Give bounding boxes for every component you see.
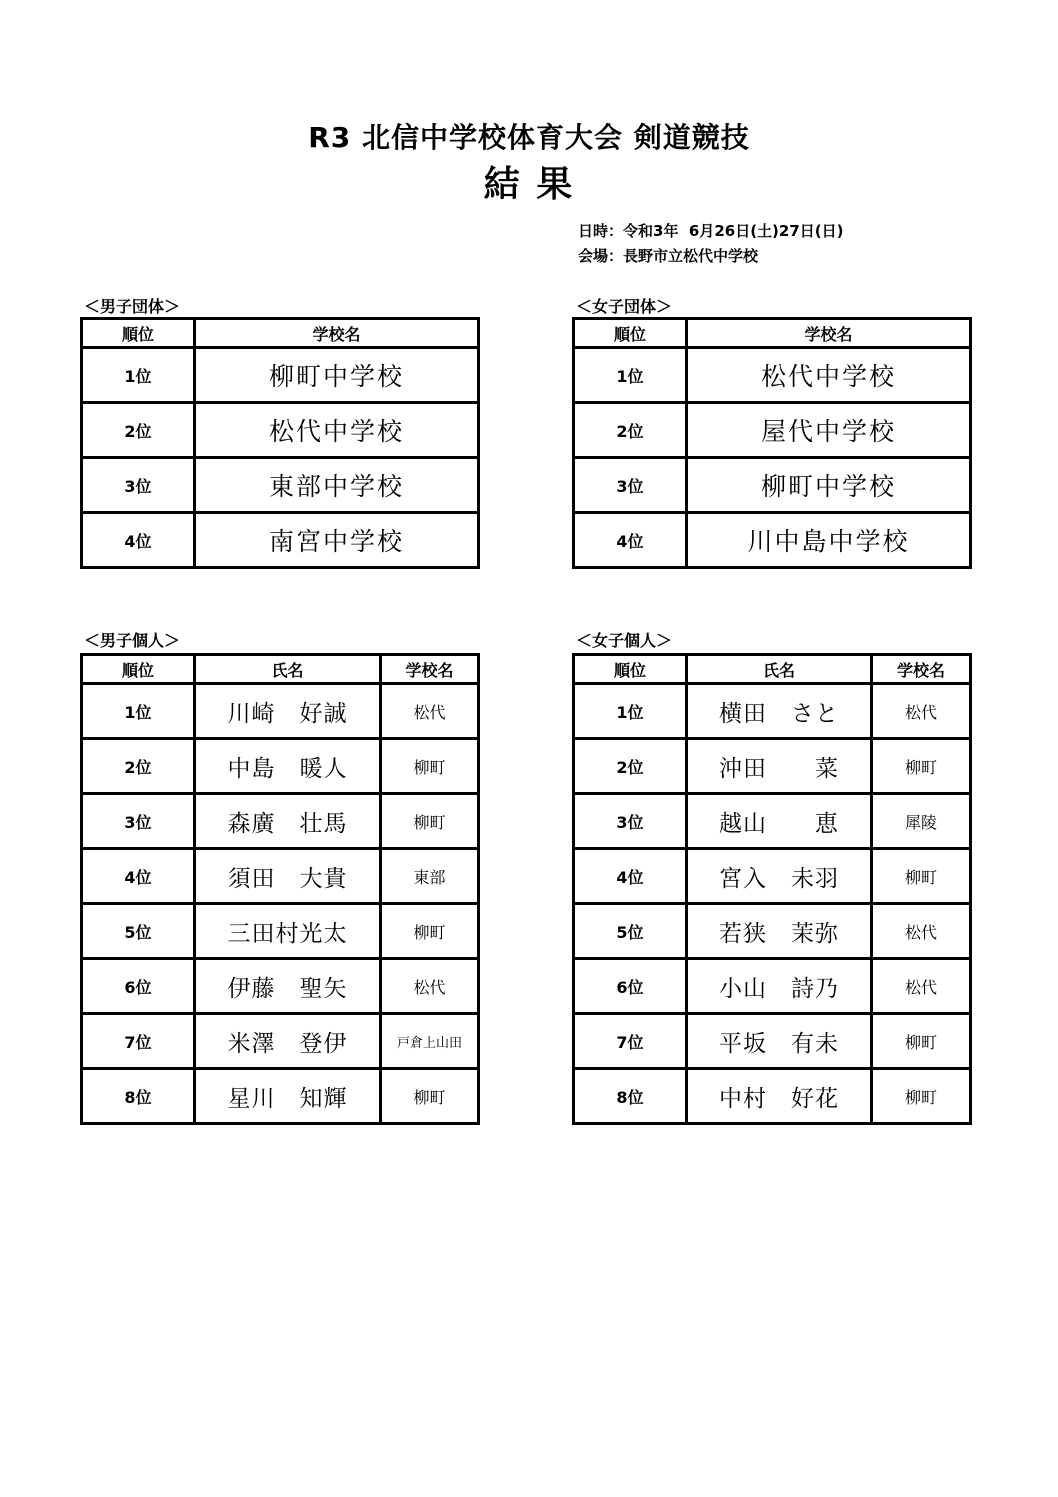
table-row (574, 403, 971, 458)
school-cell: 東部中学校 (195, 458, 479, 513)
rank-cell: 4位 (82, 513, 195, 568)
rank-cell: 7位 (82, 1014, 195, 1069)
rank-cell: 2位 (82, 739, 195, 794)
school-cell: 松代 (872, 904, 971, 959)
school-cell: 柳町 (872, 849, 971, 904)
name-cell: 星川 知輝 (195, 1069, 381, 1124)
name-cell: 小山 詩乃 (687, 959, 872, 1014)
rank-cell: 4位 (82, 849, 195, 904)
rank-cell: 7位 (574, 1014, 687, 1069)
rank-cell: 4位 (574, 849, 687, 904)
table-header-row (574, 319, 971, 348)
rank-cell: 2位 (82, 403, 195, 458)
column-header-school: 学校名 (195, 319, 479, 348)
school-cell: 柳町中学校 (687, 458, 971, 513)
column-header-school: 学校名 (381, 655, 479, 684)
girls-team-table (572, 317, 972, 569)
school-cell: 戸倉上山田 (381, 1014, 479, 1069)
column-header-rank: 順位 (574, 319, 687, 348)
school-cell: 松代 (381, 959, 479, 1014)
name-cell: 米澤 登伊 (195, 1014, 381, 1069)
rank-cell: 8位 (82, 1069, 195, 1124)
document-title: R3 北信中学校体育大会 剣道競技 (308, 121, 750, 154)
column-header-rank: 順位 (574, 655, 687, 684)
name-cell: 三田村光太 (195, 904, 381, 959)
table-row (82, 1014, 479, 1069)
table-row (82, 904, 479, 959)
table-row (82, 1069, 479, 1124)
table-row (574, 684, 971, 739)
school-cell: 柳町 (381, 739, 479, 794)
rank-cell: 1位 (82, 684, 195, 739)
table-row (574, 458, 971, 513)
table-header-row (82, 655, 479, 684)
table-row (574, 959, 971, 1014)
name-cell: 宮入 未羽 (687, 849, 872, 904)
boys-team-table (80, 317, 480, 569)
rank-cell: 5位 (574, 904, 687, 959)
school-cell: 松代 (872, 684, 971, 739)
name-cell: 越山 恵 (687, 794, 872, 849)
table-row (82, 959, 479, 1014)
column-header-school: 学校名 (872, 655, 971, 684)
school-cell: 柳町 (381, 794, 479, 849)
school-cell: 松代中学校 (195, 403, 479, 458)
school-cell: 松代中学校 (687, 348, 971, 403)
table-row (82, 794, 479, 849)
name-cell: 若狭 茉弥 (687, 904, 872, 959)
table-row (82, 849, 479, 904)
school-cell: 松代 (872, 959, 971, 1014)
rank-cell: 6位 (82, 959, 195, 1014)
table-row (82, 348, 479, 403)
school-cell: 柳町 (872, 1069, 971, 1124)
boys-team-label: ＜男子団体＞ (84, 297, 181, 316)
table-row (574, 1014, 971, 1069)
rank-cell: 6位 (574, 959, 687, 1014)
name-cell: 横田 さと (687, 684, 872, 739)
table-row (574, 1069, 971, 1124)
boys-individual-table (80, 653, 480, 1125)
girls-individual-table (572, 653, 972, 1125)
rank-cell: 1位 (574, 348, 687, 403)
rank-cell: 2位 (574, 739, 687, 794)
boys-individual-label: ＜男子個人＞ (84, 631, 181, 650)
event-venue: 会場：長野市立松代中学校 (578, 247, 759, 265)
table-row (574, 348, 971, 403)
name-cell: 沖田 菜 (687, 739, 872, 794)
column-header-name: 氏名 (195, 655, 381, 684)
rank-cell: 4位 (574, 513, 687, 568)
column-header-rank: 順位 (82, 319, 195, 348)
school-cell: 南宮中学校 (195, 513, 479, 568)
rank-cell: 3位 (574, 794, 687, 849)
rank-cell: 3位 (82, 794, 195, 849)
girls-individual-label: ＜女子個人＞ (576, 631, 673, 650)
table-row (574, 513, 971, 568)
school-cell: 柳町 (872, 739, 971, 794)
column-header-school: 学校名 (687, 319, 971, 348)
girls-team-label: ＜女子団体＞ (576, 297, 673, 316)
rank-cell: 1位 (574, 684, 687, 739)
table-row (82, 403, 479, 458)
school-cell: 屋代中学校 (687, 403, 971, 458)
school-cell: 東部 (381, 849, 479, 904)
name-cell: 須田 大貴 (195, 849, 381, 904)
school-cell: 柳町中学校 (195, 348, 479, 403)
school-cell: 犀陵 (872, 794, 971, 849)
event-date: 日時：令和3年 6月26日(土)27日(日) (578, 222, 844, 240)
table-row (574, 904, 971, 959)
rank-cell: 8位 (574, 1069, 687, 1124)
table-row (574, 739, 971, 794)
table-row (82, 684, 479, 739)
rank-cell: 2位 (574, 403, 687, 458)
rank-cell: 3位 (574, 458, 687, 513)
school-cell: 柳町 (381, 904, 479, 959)
name-cell: 平坂 有未 (687, 1014, 872, 1069)
table-row (574, 849, 971, 904)
table-row (82, 458, 479, 513)
table-header-row (574, 655, 971, 684)
name-cell: 伊藤 聖矢 (195, 959, 381, 1014)
rank-cell: 5位 (82, 904, 195, 959)
rank-cell: 3位 (82, 458, 195, 513)
table-row (82, 513, 479, 568)
column-header-rank: 順位 (82, 655, 195, 684)
school-cell: 松代 (381, 684, 479, 739)
name-cell: 森廣 壮馬 (195, 794, 381, 849)
school-cell: 柳町 (381, 1069, 479, 1124)
document-subtitle: 結 果 (483, 164, 575, 205)
rank-cell: 1位 (82, 348, 195, 403)
school-cell: 柳町 (872, 1014, 971, 1069)
table-header-row (82, 319, 479, 348)
name-cell: 川崎 好誠 (195, 684, 381, 739)
table-row (82, 739, 479, 794)
school-cell: 川中島中学校 (687, 513, 971, 568)
column-header-name: 氏名 (687, 655, 872, 684)
name-cell: 中島 暖人 (195, 739, 381, 794)
name-cell: 中村 好花 (687, 1069, 872, 1124)
table-row (574, 794, 971, 849)
